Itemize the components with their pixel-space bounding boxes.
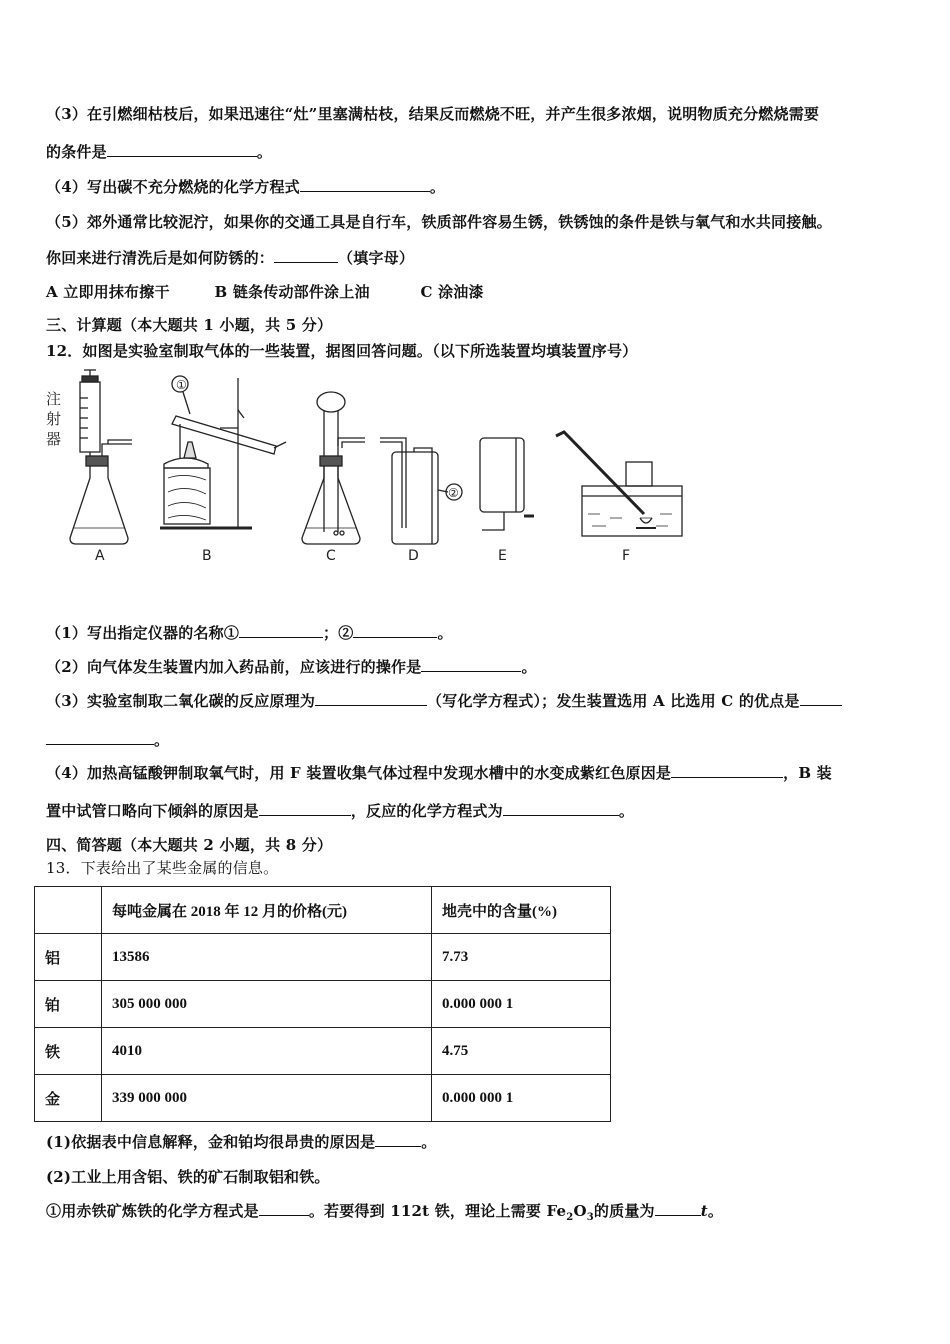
answer-blank[interactable]: [800, 691, 842, 706]
answer-blank[interactable]: [375, 1132, 421, 1147]
apparatus-e: [480, 438, 534, 530]
table-cell: 金: [35, 1075, 102, 1122]
label-f: F: [622, 548, 631, 564]
section-4-title: 四、简答题（本大题共 2 小题，共 8 分）: [46, 836, 333, 854]
apparatus-b: [160, 376, 286, 528]
q12-part3-line1: （3）实验室制取二氧化碳的反应原理为 （写化学方程式）；发生装置选用 A 比选用 C 的优点是: [46, 690, 842, 711]
table-cell: 铁: [35, 1028, 102, 1075]
answer-blank[interactable]: [353, 623, 437, 638]
q12-stem: 12．如图是实验室制取气体的一些装置，据图回答问题。（以下所选装置均填装置序号）: [46, 342, 638, 360]
syringe-label-1: 注: [46, 390, 62, 408]
apparatus-c: [302, 392, 365, 544]
marker-1: ①: [176, 378, 187, 392]
table-cell: 305 000 000: [102, 981, 432, 1028]
option-c: C 涂油漆: [420, 283, 484, 301]
q13-part2-sub1: ①用赤铁矿炼铁的化学方程式是 。若要得到 112t 铁，理论上需要 $Fe_2O_3$的质量为 t。: [46, 1202, 724, 1223]
table-cell: 0.000 000 1: [432, 981, 611, 1028]
answer-blank[interactable]: [107, 142, 257, 157]
q13-stem: 13．下表给出了某些金属的信息。: [46, 859, 279, 877]
q12-part1: （1）写出指定仪器的名称① ；② 。: [46, 624, 453, 642]
label-a: A: [95, 548, 105, 564]
label-b: B: [202, 548, 212, 564]
apparatus-d: [380, 438, 462, 544]
q12-part4-line2: 置中试管口略向下倾斜的原因是 ，反应的化学方程式为 。: [46, 802, 635, 820]
answer-blank[interactable]: [259, 1201, 309, 1216]
q12-part4-line1: （4）加热高锰酸钾制取氧气时，用 F 装置收集气体过程中发现水槽中的水变成紫红色原因是 ，B 装: [46, 764, 832, 782]
label-c: C: [326, 548, 336, 564]
q11-part4: （4）写出碳不充分燃烧的化学方程式 。: [46, 178, 446, 196]
syringe-label-3: 器: [46, 430, 62, 448]
table-header-cell: [35, 887, 102, 934]
label-e: E: [498, 548, 507, 564]
table-cell: 铝: [35, 934, 102, 981]
answer-blank[interactable]: [503, 801, 619, 816]
table-header-cell: 每吨金属在 2018 年 12 月的价格(元): [102, 887, 432, 934]
option-a: A 立即用抹布擦干: [46, 283, 170, 301]
q11-part3-line1: （3）在引燃细枯枝后，如果迅速往“灶”里塞满枯枝，结果反而燃烧不旺，并产生很多浓烟，说明物质充分燃烧需要: [46, 105, 820, 123]
table-row: [35, 981, 611, 1028]
table-cell: 铂: [35, 981, 102, 1028]
q11-part5-line2: 你回来进行清洗后是如何防锈的： （填字母）: [46, 249, 415, 267]
apparatus-f: [556, 432, 682, 536]
marker-2: ②: [448, 486, 459, 500]
answer-blank[interactable]: [239, 623, 323, 638]
answer-blank[interactable]: [655, 1201, 701, 1216]
answer-blank[interactable]: [274, 248, 338, 263]
answer-blank[interactable]: [46, 730, 154, 745]
q12-part2: （2）向气体发生装置内加入药品前，应该进行的操作是 。: [46, 658, 537, 676]
q11-part3-line2: 的条件是 。: [46, 143, 273, 161]
answer-blank[interactable]: [421, 657, 521, 672]
apparatus-a: [70, 370, 132, 544]
metals-table: [34, 886, 611, 1122]
table-cell: 13586: [102, 934, 432, 981]
section-3-title: 三、计算题（本大题共 1 小题，共 5 分）: [46, 316, 333, 334]
q13-part1: (1)依据表中信息解释，金和铂均很昂贵的原因是 。: [46, 1133, 437, 1151]
apparatus-figure: [40, 368, 700, 568]
answer-blank[interactable]: [259, 801, 351, 816]
label-d: D: [408, 548, 419, 564]
q13-part2: (2)工业上用含铝、铁的矿石制取铝和铁。: [46, 1168, 330, 1186]
q11-options: [46, 281, 484, 302]
answer-blank[interactable]: [315, 691, 427, 706]
table-row: [35, 1075, 611, 1122]
table-cell: 339 000 000: [102, 1075, 432, 1122]
table-row: [35, 1028, 611, 1075]
table-cell: 4010: [102, 1028, 432, 1075]
answer-blank[interactable]: [671, 763, 783, 778]
q11-part5-line1: （5）郊外通常比较泥泞，如果你的交通工具是自行车，铁质部件容易生锈，铁锈蚀的条件是铁与氧气和水共同接触。: [46, 213, 832, 231]
q12-part3-line2: 。: [46, 729, 169, 750]
table-header-cell: 地壳中的含量(%): [432, 887, 611, 934]
table-cell: 7.73: [432, 934, 611, 981]
table-cell: 4.75: [432, 1028, 611, 1075]
syringe-label-2: 射: [46, 410, 62, 428]
table-cell: 0.000 000 1: [432, 1075, 611, 1122]
option-b: B 链条传动部件涂上油: [214, 283, 370, 301]
table-row: [35, 934, 611, 981]
table-header-row: [35, 887, 611, 934]
answer-blank[interactable]: [300, 177, 430, 192]
